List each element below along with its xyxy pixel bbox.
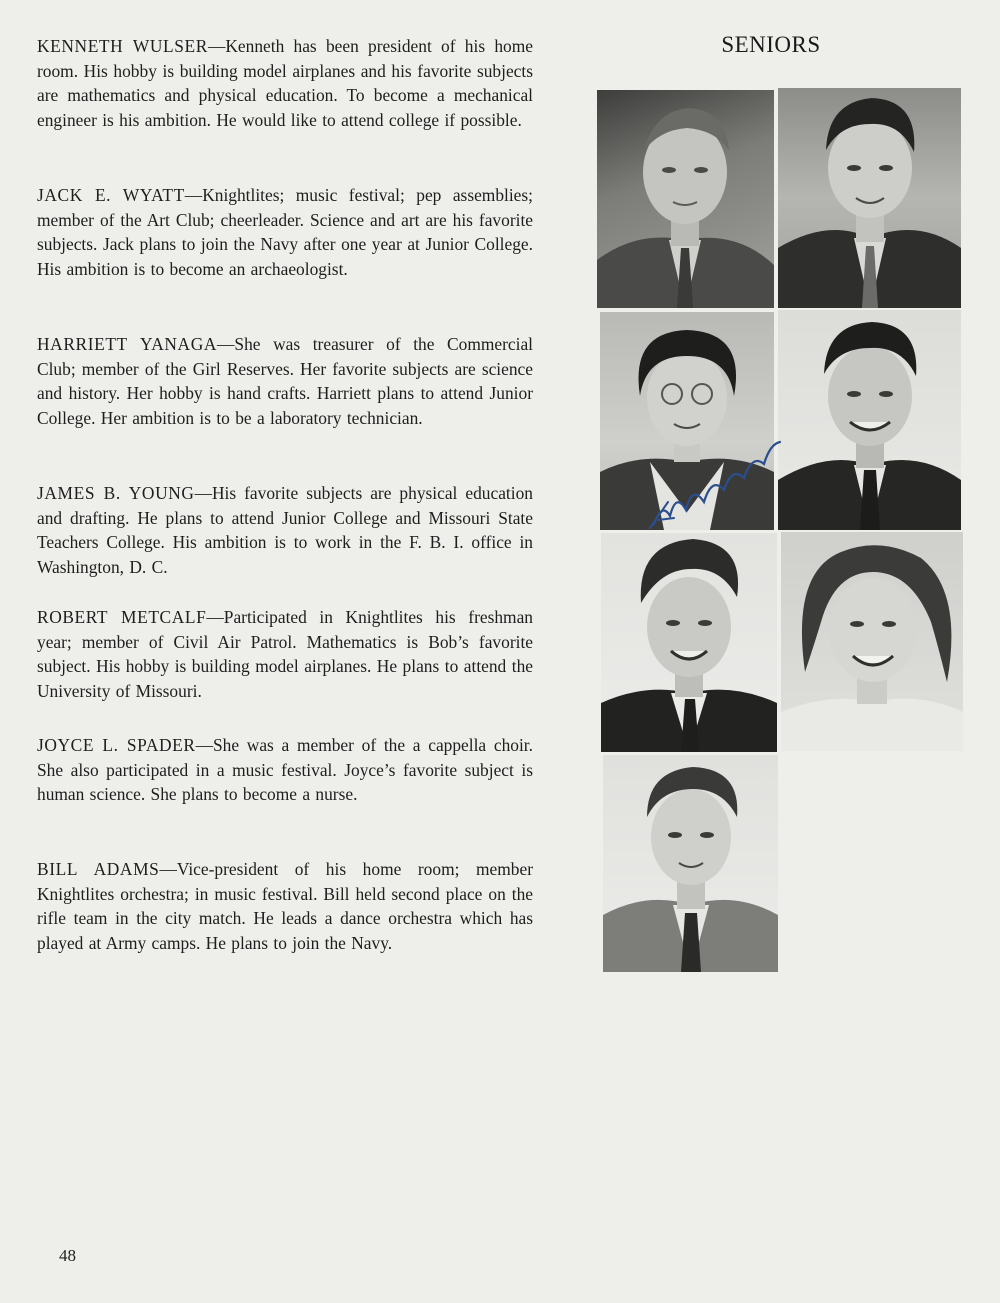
bio-name: ROBERT METCALF [37,607,207,627]
portrait-photo-kenneth-wulser [597,90,774,308]
bio-joyce-spader [37,733,533,807]
bio-text: —Vice-president of his home room; member Knightlites orchestra; in music festival. Bill held second place on the rifle team in the city match. He leads a dance orchestra which has played at Army camps. He plans to join the Navy. [37,859,533,953]
page-title: SENIORS [721,32,821,57]
bio-text: —She was a member of the a cappella choir. She also participated in a music festival. Joyce’s favorite subject is human science. She plans to become a nurse. [37,735,533,805]
bio-name: JACK E. WYATT [37,185,185,205]
bio-name: KENNETH WULSER [37,36,208,56]
bio-name: JAMES B. YOUNG [37,483,195,503]
portrait-photo-robert-metcalf [601,533,777,752]
bio-jack-wyatt [37,183,533,281]
page-number: 48 [59,1246,76,1265]
bio-text: —She was treasurer of the Commercial Club; member of the Girl Reserves. Her favorite subjects are science and history. Her hobby is hand crafts. Harriett plans to attend Junior College. Her ambition is to be a laboratory technician. [37,334,533,428]
bio-kenneth-wulser [37,34,533,132]
portrait-photo-james-young [778,310,961,530]
bio-bill-adams [37,857,533,955]
bio-robert-metcalf [37,605,533,703]
bio-name: BILL ADAMS [37,859,160,879]
bio-text: —Participated in Knightlites his freshman year; member of Civil Air Patrol. Mathematics is Bob’s favorite subject. His hobby is building model airplanes. He plans to attend the University of Missouri. [37,607,533,701]
portrait-photo-bill-adams [603,755,778,972]
bio-name: HARRIETT YANAGA [37,334,218,354]
bio-text: —Knightlites; music festival; pep assemblies; member of the Art Club; cheerleader. Science and art are his favorite subjects. Jack plans to join the Navy after one year at Junior College. His ambition is to become an archaeologist. [37,185,534,279]
portrait-photo-jack-wyatt [778,88,961,308]
bio-james-young [37,481,533,579]
bio-text: —Kenneth has been president of his home room. His hobby is building model airplanes and his favorite subjects are mathematics and physical education. To become a mechanical engineer is his ambition. He would like to attend college if possible. [37,36,533,130]
bio-name: JOYCE L. SPADER [37,735,196,755]
handwritten-signature [640,432,790,532]
bio-text: —His favorite subjects are physical education and drafting. He plans to attend Junior College and Missouri State Teachers College. His ambition is to work in the F. B. I. office in Washington, D. C. [37,483,533,577]
portrait-photo-joyce-spader [781,532,963,751]
bio-harriett-yanaga [37,332,533,430]
